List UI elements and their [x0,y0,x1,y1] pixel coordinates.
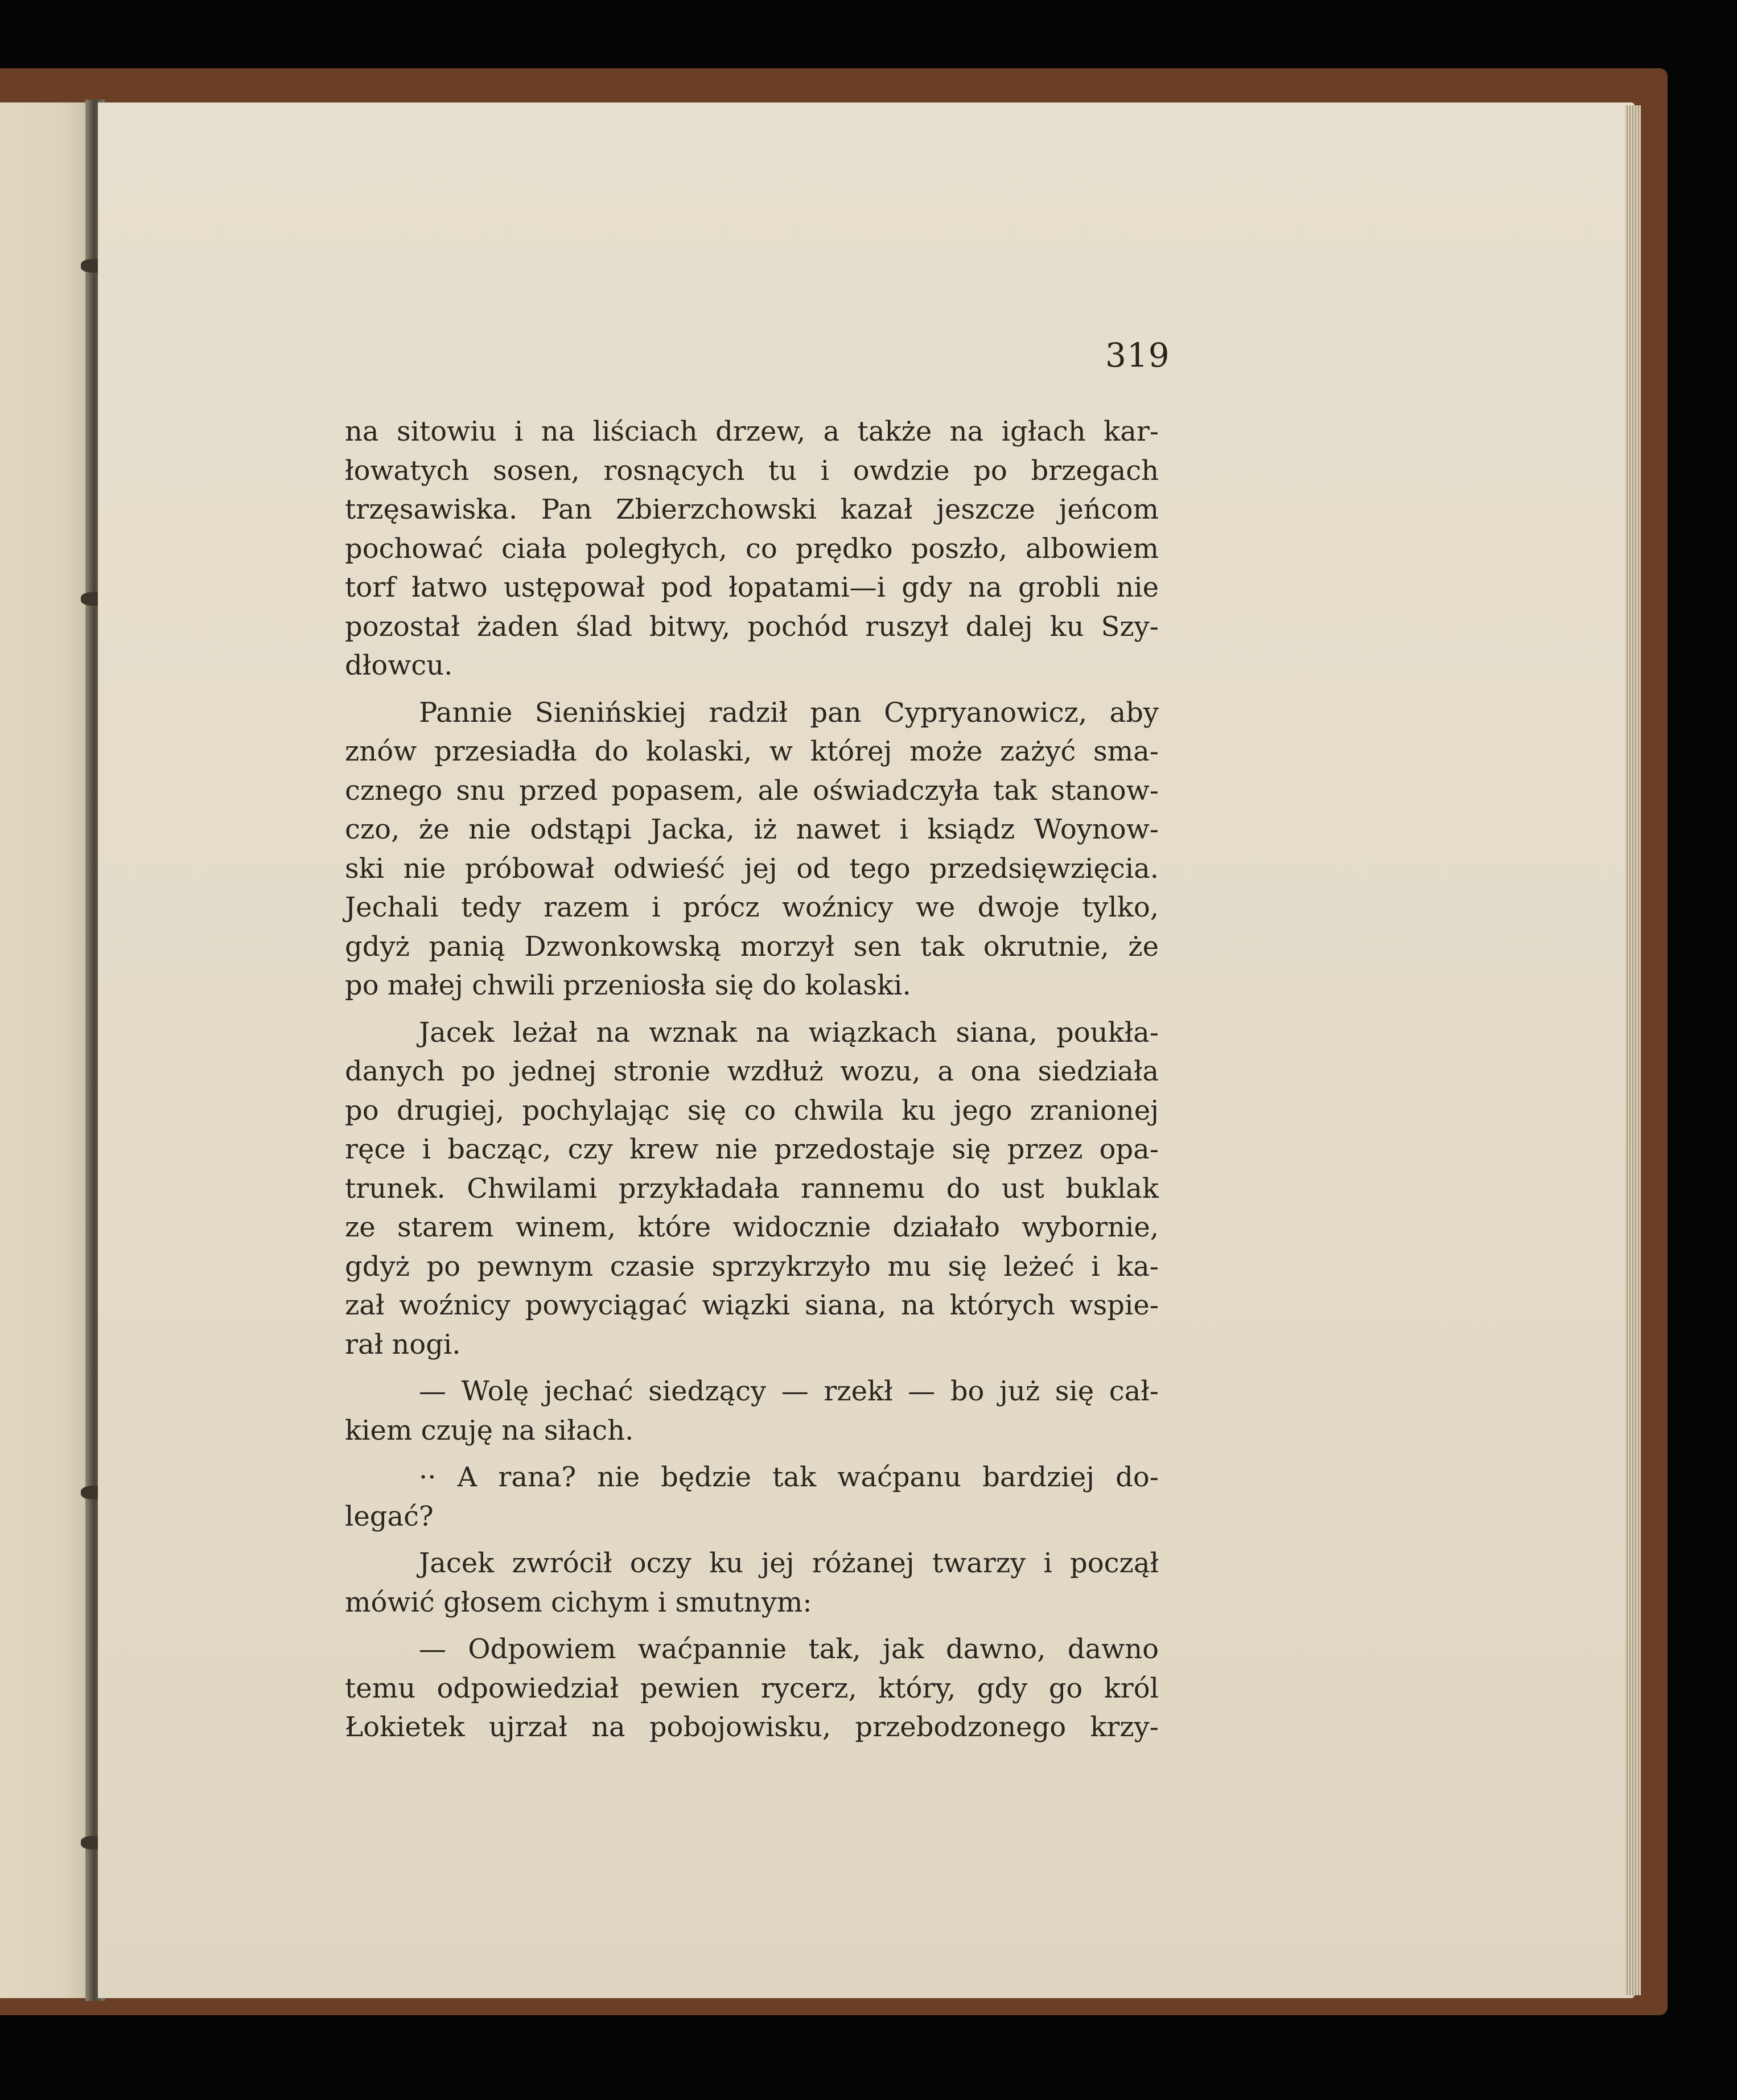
text-line: — Wolę jechać siedzący — rzekł — bo już się cał- [419,1375,1159,1407]
text-line: kiem czuję na siłach. [345,1414,634,1446]
text-line: gdyż po pewnym czasie sprzykrzyło mu się leżeć i ka- [345,1250,1159,1283]
text-line: Jechali tedy razem i prócz woźnicy we dwoje tylko, [345,891,1159,923]
text-line: rał nogi. [345,1328,461,1361]
text-line: pochować ciała poległych, co prędko poszło, albowiem [345,532,1159,565]
text-line: łowatych sosen, rosnących tu i owdzie po brzegach [345,454,1159,487]
text-line: Jacek zwrócił oczy ku jej różanej twarzy i począł [419,1547,1159,1579]
text-line: Jacek leżał na wznak na wiązkach siana, poukła- [419,1016,1159,1049]
text-line: torf łatwo ustępował pod łopatami—i gdy na grobli nie [345,572,1159,603]
text-line: na sitowiu i na liściach drzew, a także na igłach kar- [345,416,1159,447]
text-line: po drugiej, pochylając się co chwila ku jego zranionej [345,1094,1159,1127]
text-line: ręce i bacząc, czy krew nie przedostaje się przez opa- [345,1133,1159,1165]
page-edges [1625,105,1641,1995]
text-line: trunek. Chwilami przykładała rannemu do ust buklak [345,1172,1159,1205]
text-line: zał woźnicy powyciągać wiązki siana, na których wspie- [345,1289,1159,1321]
text-line: ze starem winem, które widocznie działało wybornie, [345,1211,1159,1243]
text-line: pozostał żaden ślad bitwy, pochód ruszył dalej ku Szy- [345,610,1159,643]
text-line: Pannie Sienińskiej radził pan Cypryanowicz, aby [419,696,1159,729]
text-line: czo, że nie odstąpi Jacka, iż nawet i ksiądz Woynow- [345,813,1159,845]
text-line: — Odpowiem waćpannie tak, jak dawno, dawno [419,1633,1159,1665]
text-line: legać? [345,1500,434,1532]
text-line: mówić głosem cichym i smutnym: [345,1586,812,1618]
text-line: ·· A rana? nie będzie tak waćpanu bardziej do- [419,1461,1159,1493]
text-line: temu odpowiedział pewien rycerz, który, gdy go król [345,1672,1159,1704]
text-line: ski nie próbował odwieść jej od tego przedsięwzięcia. [345,852,1159,885]
text-line: trzęsawiska. Pan Zbierzchowski kazał jeszcze jeńcom [345,494,1159,525]
body-text [345,412,1159,1747]
text-line: gdyż panią Dzwonkowską morzył sen tak okrutnie, że [345,930,1159,963]
text-line: danych po jednej stronie wzdłuż wozu, a ona siedziała [345,1055,1159,1087]
text-line: Łokietek ujrzał na pobojowisku, przebodzonego krzy- [345,1711,1159,1743]
text-line: cznego snu przed popasem, ale oświadczyła tak stanow- [345,774,1159,807]
text-line: dłowcu. [345,650,453,681]
left-page-edge [0,102,92,1998]
text-line: znów przesiadła do kolaski, w której może zażyć sma- [345,735,1159,767]
page-number: 319 [1105,336,1170,375]
text-line: po małej chwili przeniosła się do kolaski. [345,969,911,1001]
